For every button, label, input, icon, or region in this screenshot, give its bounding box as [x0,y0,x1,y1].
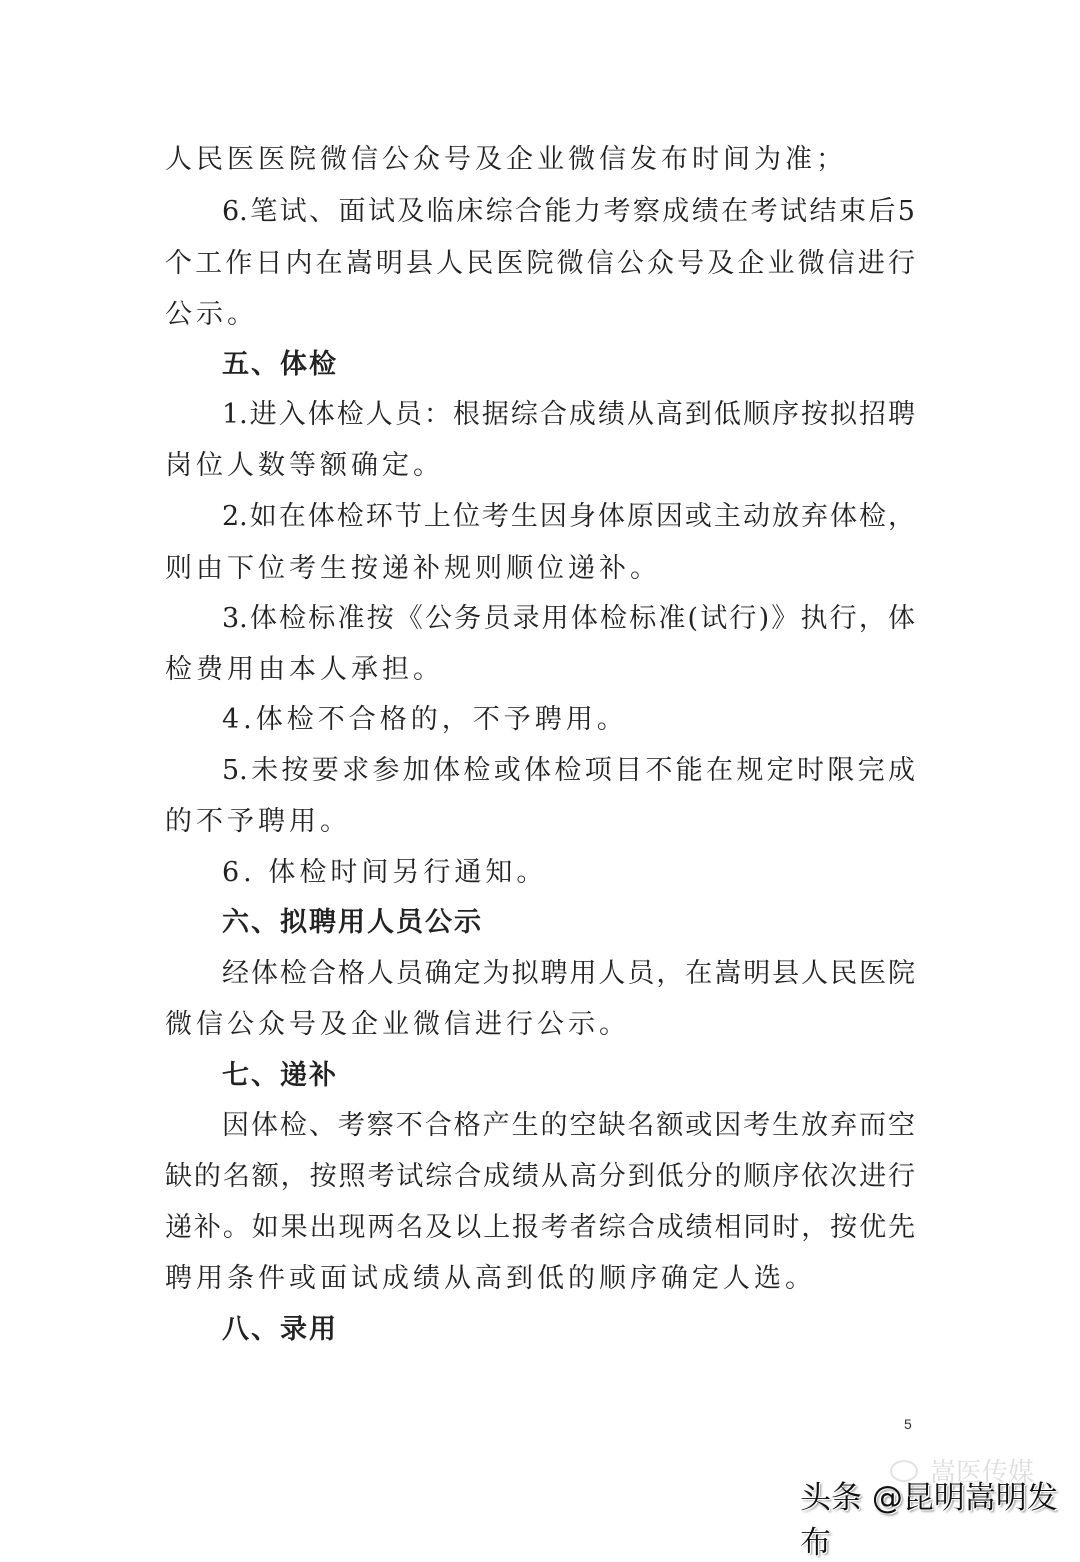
text-line: 4.体检不合格的，不予聘用。 [222,704,628,735]
section-heading: 五、体检 [222,349,338,380]
text-line: 递补。如果出现两名及以上报考者综合成绩相同时，按优先 [165,1212,915,1243]
text-line: 1.进入体检人员：根据综合成绩从高到低顺序按拟招聘 [222,399,915,430]
text-line: 6.笔试、面试及临床综合能力考察成绩在考试结束后5 [222,196,915,227]
section-heading: 八、录用 [222,1314,338,1345]
text-line: 公示。 [165,299,258,330]
text-line: 岗位人数等额确定。 [165,450,444,481]
text-line: 微信公众号及企业微信进行公示。 [165,1009,630,1040]
text-line: 人民医医院微信公众号及企业微信发布时间为准； [165,144,847,175]
text-line: 6. 体检时间另行通知。 [222,857,548,888]
text-line: 因体检、考察不合格产生的空缺名额或因考生放弃而空 [222,1110,915,1141]
text-line: 则由下位考生按递补规则顺位递补。 [165,553,661,584]
text-line: 的不予聘用。 [165,806,351,837]
watermark: 嵩医传媒 [930,1458,1035,1488]
text-line: 聘用条件或面试成绩从高到低的顺序确定人选。 [165,1263,816,1294]
text-line: 经体检合格人员确定为拟聘用人员，在嵩明县人民医院 [222,958,915,989]
text-line: 5.未按要求参加体检或体检项目不能在规定时限完成 [222,755,915,786]
text-line: 2.如在体检环节上位考生因身体原因或主动放弃体检， [222,501,915,532]
section-heading: 六、拟聘用人员公示 [222,907,483,938]
source-credit: 头条 @昆明嵩明发布 [800,1480,1058,1561]
text-line: 检费用由本人承担。 [165,654,444,685]
section-heading: 七、递补 [222,1060,338,1091]
page-number: 5 [904,1416,912,1432]
text-line: 个工作日内在嵩明县人民医院微信公众号及企业微信进行 [165,248,915,279]
text-line: 3.体检标准按《公务员录用体检标准(试行)》执行，体 [222,603,915,634]
text-line: 缺的名额，按照考试综合成绩从高分到低分的顺序依次进行 [165,1161,915,1192]
